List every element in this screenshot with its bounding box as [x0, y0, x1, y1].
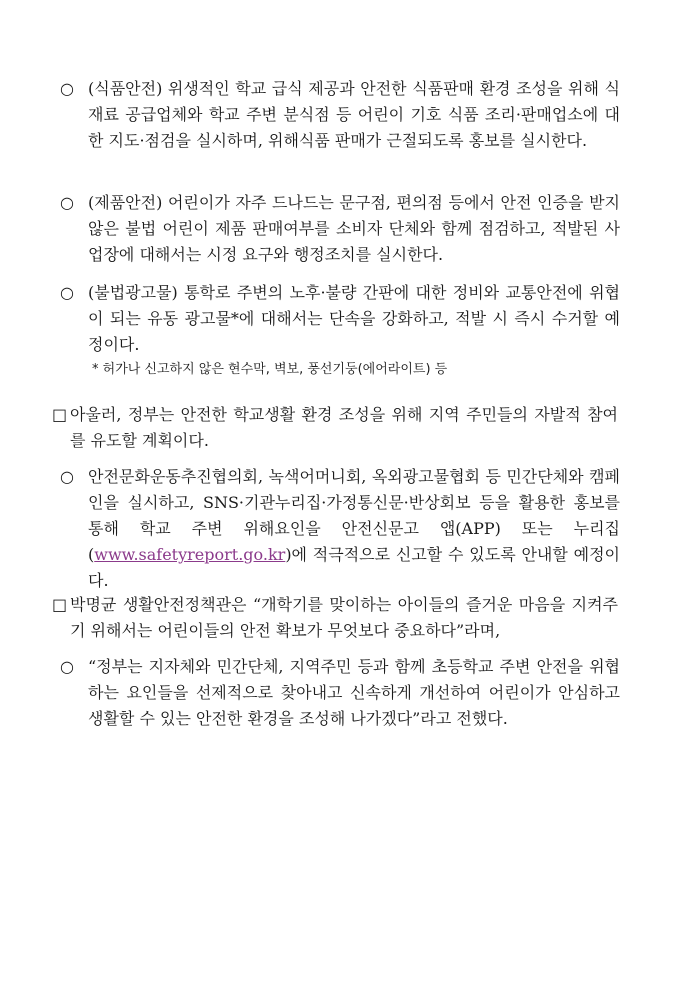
section-resident-participation [52, 402, 618, 454]
campaign-text [88, 464, 620, 594]
illegal-ads-text: (불법광고물) 통학로 주변의 노후·불량 간판에 대한 정비와 교통안전에 위협이 되는 유동 광고물*에 대해서는 단속을 강화하고, 적발 시 즉시 수거할 예정이다. [88, 283, 620, 354]
circle-bullet-icon: ○ [60, 193, 74, 212]
food-safety-text: (식품안전) 위생적인 학교 급식 제공과 안전한 식품판매 환경 조성을 위해 식재료 공급업체와 학교 주변 분식점 등 어린이 기호 식품 조리·판매업소에 대한 지도·점검을 실시하며, 위해식품 판매가 근절되도록 홍보를 실시한다. [88, 79, 620, 150]
safetyreport-link[interactable]: www.safetyreport.go.kr [94, 545, 286, 564]
bullet-product-safety [60, 190, 620, 268]
illegal-ads-footnote: * 허가나 신고하지 않은 현수막, 벽보, 풍선기둥(에어라이트) 등 [92, 362, 448, 377]
bullet-illegal-ads [60, 280, 620, 358]
circle-bullet-icon: ○ [60, 657, 74, 676]
section-official-statement [52, 592, 618, 644]
circle-bullet-icon: ○ [60, 79, 74, 98]
campaign-text-after: )에 적극적으로 신고할 수 있도록 안내할 예정이다. [88, 545, 620, 590]
product-safety-text: (제품안전) 어린이가 자주 드나드는 문구점, 편의점 등에서 안전 인증을 받지 않은 불법 어린이 제품 판매여부를 소비자 단체와 함께 점검하고, 적발된 사업장에 대해서는 시정 요구와 행정조치를 실시한다. [88, 193, 620, 264]
government-quote-text: “정부는 지자체와 민간단체, 지역주민 등과 함께 초등학교 주변 안전을 위협하는 요인들을 선제적으로 찾아내고 신속하게 개선하여 어린이가 안심하고 생활할 수 있는 안전한 환경을 조성해 나가겠다”라고 전했다. [88, 657, 620, 728]
circle-bullet-icon: ○ [60, 467, 74, 486]
bullet-campaign [60, 464, 620, 594]
campaign-text-before: 안전문화운동추진협의회, 녹색어머니회, 옥외광고물협회 등 민간단체와 캠페인을 실시하고, SNS·기관누리집·가정통신문·반상회보 등을 활용한 홍보를 통해 학교 주변 위해요인을 안전신문고 앱(APP) 또는 누리집 ( [88, 467, 620, 564]
square-bullet-icon: □ [52, 595, 68, 614]
official-statement-text: 박명균 생활안전정책관은 “개학기를 맞이하는 아이들의 즐거운 마음을 지켜주기 위해서는 어린이들의 안전 확보가 무엇보다 중요하다”라며, [70, 595, 618, 640]
bullet-food-safety [60, 76, 620, 154]
square-bullet-icon: □ [52, 405, 68, 424]
circle-bullet-icon: ○ [60, 283, 74, 302]
bullet-government-quote [60, 654, 620, 732]
resident-participation-text: 아울러, 정부는 안전한 학교생활 환경 조성을 위해 지역 주민들의 자발적 참여를 유도할 계획이다. [70, 405, 618, 450]
